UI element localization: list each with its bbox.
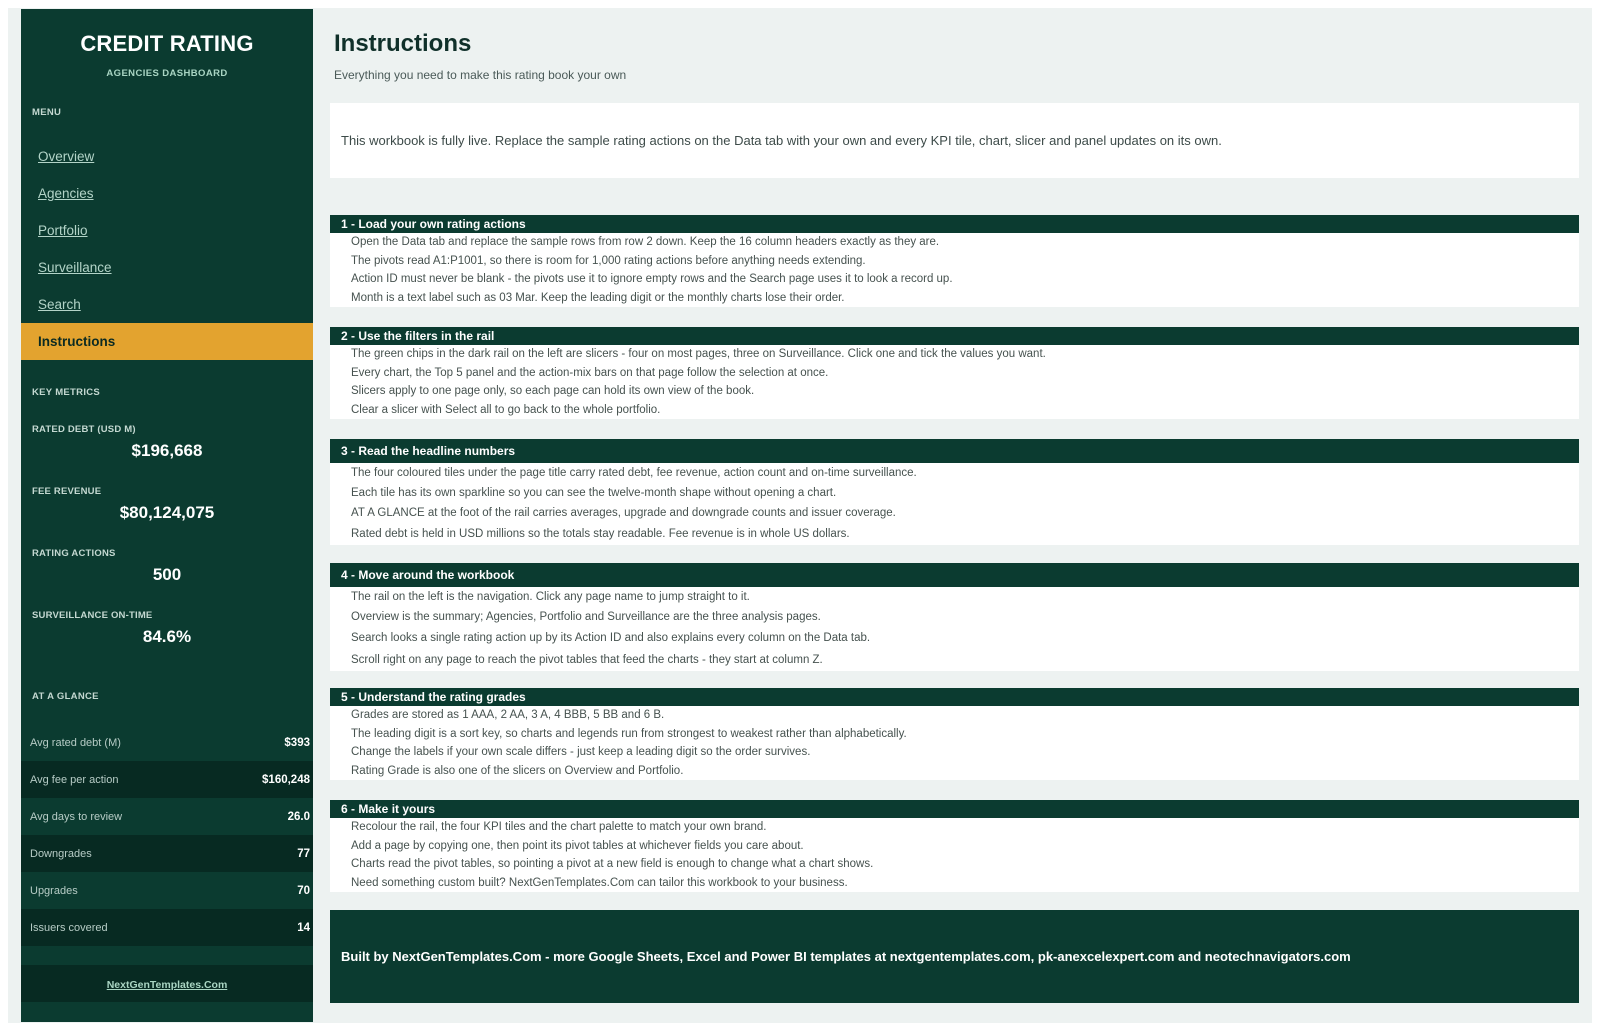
- section-heading: 3 - Read the headline numbers: [330, 439, 1579, 463]
- glance-value: 77: [297, 847, 310, 860]
- glance-row: [21, 761, 313, 798]
- brand-subtitle: AGENCIES DASHBOARD: [106, 68, 228, 79]
- sidebar-rail: [21, 9, 313, 1022]
- glance-value: $393: [284, 736, 310, 749]
- section-line: Add a page by copying one, then point its pivot tables at whichever fields you care about.: [351, 839, 804, 852]
- glance-row: [21, 798, 313, 835]
- section-heading: 6 - Make it yours: [330, 800, 1579, 818]
- metric-fee-revenue-value: $80,124,075: [119, 503, 215, 522]
- section-line: The leading digit is a sort key, so charts and legends run from strongest to weakest rather than alphabetically.: [351, 727, 907, 740]
- section-line: Month is a text label such as 03 Mar. Keep the leading digit or the monthly charts lose their order.: [351, 291, 845, 304]
- section-line: Open the Data tab and replace the sample rows from row 2 down. Keep the 16 column headers exactly as they are.: [351, 236, 940, 248]
- section-line: Slicers apply to one page only, so each page can hold its own view of the book.: [351, 385, 755, 397]
- section-line: Each tile has its own sparkline so you can see the twelve-month shape without opening a chart.: [351, 487, 837, 499]
- brand-title: CREDIT RATING: [80, 31, 254, 56]
- section-line: Clear a slicer with Select all to go back to the whole portfolio.: [351, 403, 661, 416]
- glance-row: [21, 872, 313, 909]
- glance-row: [21, 835, 313, 872]
- glance-value: 26.0: [287, 810, 310, 823]
- nav-portfolio[interactable]: Portfolio: [38, 223, 88, 238]
- metric-rating-actions-label: RATING ACTIONS: [32, 548, 116, 559]
- section-line: The pivots read A1:P1001, so there is room for 1,000 rating actions before anything needs extending.: [351, 254, 866, 267]
- section-load-data: [330, 215, 1579, 307]
- section-filters: [330, 327, 1579, 419]
- intro-panel: This workbook is fully live. Replace the sample rating actions on the Data tab with your own and every KPI tile, chart, slicer and panel updates on its own.: [330, 103, 1579, 178]
- section-line: Search looks a single rating action up by its Action ID and also explains every column on the Data tab.: [351, 632, 871, 644]
- section-heading: 4 - Move around the workbook: [330, 563, 1579, 587]
- metric-surveillance-value: 84.6%: [142, 627, 192, 646]
- section-heading: 1 - Load your own rating actions: [330, 215, 1579, 233]
- glance-label: Downgrades: [30, 847, 92, 860]
- glance-label: Avg fee per action: [30, 773, 119, 786]
- metric-rated-debt-label: RATED DEBT (USD M): [32, 424, 136, 435]
- glance-value: 14: [297, 921, 310, 934]
- section-line: Scroll right on any page to reach the pivot tables that feed the charts - they start at column Z.: [351, 654, 823, 666]
- glance-label: Avg rated debt (M): [30, 736, 121, 749]
- section-line: Rated debt is held in USD millions so the totals stay readable. Fee revenue is in whole US dollars.: [351, 528, 850, 540]
- section-rating-grades: [330, 688, 1579, 780]
- section-headline-numbers: [330, 439, 1579, 545]
- section-line: Overview is the summary; Agencies, Portfolio and Surveillance are the three analysis pages.: [351, 611, 821, 623]
- nav-agencies[interactable]: Agencies: [38, 186, 94, 201]
- glance-label: Issuers covered: [30, 921, 108, 934]
- section-line: The four coloured tiles under the page title carry rated debt, fee revenue, action count and on-time surveillance.: [351, 467, 917, 479]
- section-line: Grades are stored as 1 AAA, 2 AA, 3 A, 4 BBB, 5 BB and 6 B.: [351, 709, 665, 721]
- section-line: Action ID must never be blank - the pivots use it to ignore empty rows and the Search page uses it to look a record up.: [351, 273, 953, 285]
- section-line: Recolour the rail, the four KPI tiles and the chart palette to match your own brand.: [351, 821, 767, 833]
- glance-row: [21, 909, 313, 946]
- nav-instructions[interactable]: Instructions: [21, 323, 313, 360]
- metric-rating-actions-value: 500: [152, 565, 182, 584]
- glance-label: Avg days to review: [30, 810, 123, 823]
- footer-banner: Built by NextGenTemplates.Com - more Google Sheets, Excel and Power BI templates at nextgentemplates.com, pk-anexcelexpert.com and neotechnavigators.com: [330, 910, 1579, 1003]
- glance-row: [21, 724, 313, 761]
- section-heading: 5 - Understand the rating grades: [330, 688, 1579, 706]
- section-line: AT A GLANCE at the foot of the rail carries averages, upgrade and downgrade counts and issuer coverage.: [351, 507, 896, 519]
- nav-surveillance[interactable]: Surveillance: [38, 260, 112, 275]
- section-line: Rating Grade is also one of the slicers on Overview and Portfolio.: [351, 764, 684, 777]
- section-line: The green chips in the dark rail on the left are slicers - four on most pages, three on Surveillance. Click one and tick the values you want.: [351, 348, 1046, 360]
- metrics-heading: KEY METRICS: [32, 387, 101, 398]
- metric-surveillance-label: SURVEILLANCE ON-TIME: [32, 610, 153, 621]
- metric-fee-revenue-label: FEE REVENUE: [32, 486, 102, 497]
- section-line: Change the labels if your own scale differs - just keep a leading digit so the order survives.: [351, 746, 811, 758]
- metric-rated-debt-value: $196,668: [131, 441, 203, 460]
- section-line: Need something custom built? NextGenTemplates.Com can tailor this workbook to your business.: [351, 876, 848, 889]
- section-heading: 2 - Use the filters in the rail: [330, 327, 1579, 345]
- nav-overview[interactable]: Overview: [38, 149, 95, 164]
- glance-heading: AT A GLANCE: [32, 691, 99, 702]
- section-line: The rail on the left is the navigation. Click any page name to jump straight to it.: [351, 591, 750, 603]
- section-make-it-yours: [330, 800, 1579, 892]
- section-line: Every chart, the Top 5 panel and the action-mix bars on that page follow the selection at once.: [351, 366, 829, 379]
- page-subtitle: Everything you need to make this rating book your own: [334, 68, 627, 82]
- section-line: Charts read the pivot tables, so pointing a pivot at a new field is enough to change what a chart shows.: [351, 858, 874, 870]
- menu-heading: MENU: [32, 107, 62, 118]
- page-title: Instructions: [334, 30, 472, 57]
- glance-label: Upgrades: [30, 884, 78, 897]
- glance-value: 70: [297, 884, 310, 897]
- nav-search[interactable]: Search: [38, 297, 81, 312]
- glance-value: $160,248: [262, 773, 310, 786]
- footer-link[interactable]: NextGenTemplates.Com: [106, 979, 228, 991]
- section-navigation: [330, 563, 1579, 671]
- rail-footer: [21, 965, 313, 1002]
